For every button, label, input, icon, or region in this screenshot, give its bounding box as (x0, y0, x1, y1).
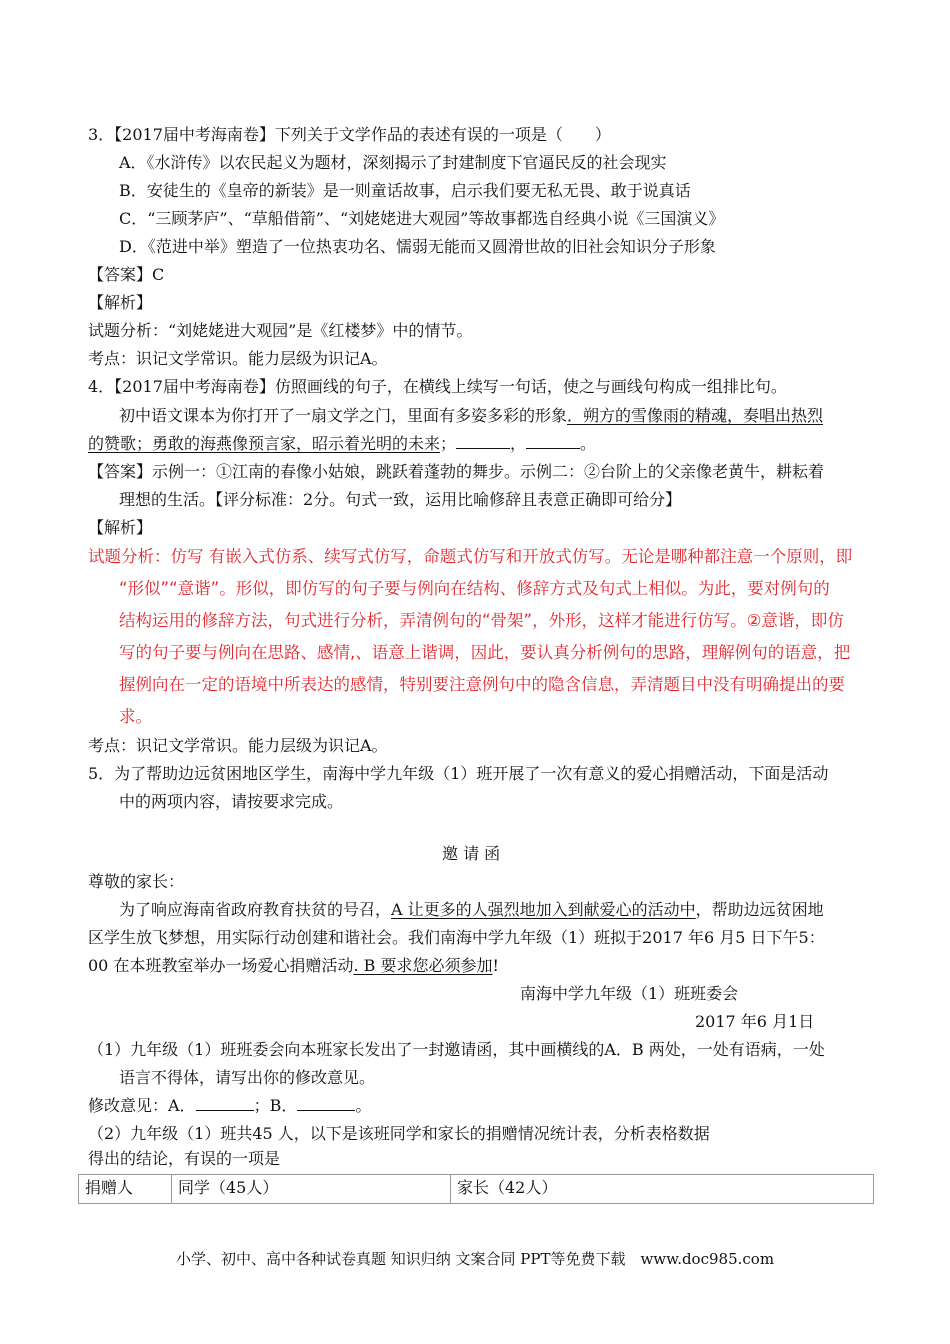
letter-body-line-2: 区学生放飞梦想，用实际行动创建和谐社会。我们南海中学九年级（1）班拟于2017 年6 月5 日下午5： (88, 928, 825, 947)
table-header-parents: 家长（42人） (451, 1175, 874, 1204)
q3-option-b: B．安徒生的《皇帝的新装》是一则童话故事，启示我们要无私无畏、敢于说真话 (119, 181, 691, 200)
q4-analysis-line-1: 试题分析：仿写 有嵌入式仿系、续写式仿写，命题式仿写和开放式仿写。无论是哪种都注意一个原则，即 (88, 547, 853, 566)
q4-blank-1[interactable] (456, 433, 510, 449)
q4-answer-line-2: 理想的生活。【评分标准：2分。句式一致，运用比喻修辞且表意正确即可给分】 (119, 490, 682, 509)
revise-end: 。 (355, 1096, 372, 1115)
q3-analysis-label: 【解析】 (88, 293, 153, 312)
q3-stem: 3．【2017届中考海南卷】下列关于文学作品的表述有误的一项是（ ） (88, 125, 611, 144)
q4-analysis-line-6: 求。 (119, 707, 152, 726)
table-row (79, 1175, 874, 1204)
revise-blank-a[interactable] (196, 1095, 254, 1111)
q4-stem: 4．【2017届中考海南卷】仿照画线的句子，在横线上续写一句话，使之与画线句构成一组排比句。 (88, 377, 787, 396)
donation-table (78, 1174, 874, 1204)
q5-sub1-line-1: （1）九年级（1）班班委会向本班家长发出了一封邀请函，其中画横线的A．B 两处，一处有语病，一处 (88, 1040, 825, 1059)
q3-option-d: D．《范进中举》塑造了一位热衷功名、懦弱无能而又圆滑世故的旧社会知识分子形象 (119, 237, 716, 256)
q4-underlined-sentence-1: ．朔方的雪像雨的精魂，奏唱出热烈 (567, 406, 824, 425)
q5-sub1-line-2: 语言不得体，请写出你的修改意见。 (119, 1068, 376, 1087)
letter-body-text: ，帮助边远贫困地 (695, 900, 824, 919)
letter-body-text: ! (492, 956, 499, 975)
letter-date: 2017 年6 月1日 (695, 1012, 815, 1031)
letter-body-line-3 (88, 955, 499, 977)
q4-text-line-2 (88, 433, 596, 455)
q5-sub2-line-2: 得出的结论，有误的一项是 (88, 1149, 281, 1168)
letter-underline-a: A 让更多的人强烈地加入到献爱心的活动中 (391, 900, 696, 919)
q4-analysis-line-3: 结构运用的修辞方法，句式进行分析，弄清例句的“骨架”，外形，这样才能进行仿写。②意谐，即仿 (119, 611, 844, 630)
table-header-donor: 捐赠人 (79, 1175, 172, 1204)
q4-answer-line-1: 【答案】示例一：①江南的春像小姑娘，跳跃着蓬勃的舞步。示例二：②台阶上的父亲像老黄牛，耕耘着 (88, 462, 825, 481)
letter-salutation: 尊敬的家长： (88, 872, 185, 891)
page-footer: 小学、初中、高中各种试卷真题 知识归纳 文案合同 PPT等免费下载 www.doc985.com (175, 1250, 775, 1268)
revise-label: 修改意见：A． (88, 1096, 196, 1115)
q5-stem-line-2: 中的两项内容，请按要求完成。 (119, 792, 344, 811)
revise-blank-b[interactable] (297, 1095, 355, 1111)
q3-option-c: C．“三顾茅庐”、“草船借箭”、“刘姥姥进大观园”等故事都选自经典小说《三国演义》 (119, 209, 725, 228)
q4-text-intro: 初中语文课本为你打开了一扇文学之门，里面有多姿多彩的形象 (119, 406, 568, 425)
q3-answer: 【答案】C (88, 265, 165, 284)
q4-analysis-label: 【解析】 (88, 518, 153, 537)
q5-revise-line (88, 1095, 371, 1117)
q3-point: 考点：识记文学常识。能力层级为识记A。 (88, 349, 388, 368)
q4-underlined-sentence-2: 的赞歌；勇敢的海燕像预言家，昭示着光明的未来 (88, 434, 441, 453)
letter-title: 邀 请 函 (442, 844, 501, 863)
letter-signature: 南海中学九年级（1）班班委会 (520, 984, 739, 1003)
q4-comma: ， (510, 434, 527, 453)
q4-analysis-line-4: 写的句子要与例向在思路、感情,、语意上谐调，因此，要认真分析例句的思路，理解例句的语意，把 (119, 643, 851, 662)
q3-analysis: 试题分析：“刘姥姥进大观园”是《红楼梦》中的情节。 (88, 321, 473, 340)
letter-body-line-1 (119, 899, 824, 921)
q5-sub2-line-1: （2）九年级（1）班共45 人，以下是该班同学和家长的捐赠情况统计表，分析表格数据 (88, 1124, 710, 1143)
q4-point: 考点：识记文学常识。能力层级为识记A。 (88, 736, 388, 755)
letter-body-text: 为了响应海南省政府教育扶贫的号召， (119, 900, 392, 919)
table-header-students: 同学（45人） (172, 1175, 451, 1204)
q5-stem-line-1: 5．为了帮助边远贫困地区学生，南海中学九年级（1）班开展了一次有意义的爱心捐赠活动，下面是活动 (88, 764, 829, 783)
q4-text-line-1 (119, 405, 823, 427)
q4-blank-2[interactable] (526, 433, 580, 449)
q4-separator: ； (440, 434, 457, 453)
revise-mid: ；B． (253, 1096, 298, 1115)
q4-analysis-line-5: 握例向在一定的语境中所表达的感情，特别要注意例句中的隐含信息，弄清题目中没有明确提出的要 (119, 675, 845, 694)
q4-period: 。 (580, 434, 597, 453)
q4-analysis-line-2: “形似”“意谐”。形似，即仿写的句子要与例向在结构、修辞方式及句式上相似。为此，要对例句的 (119, 579, 830, 598)
letter-underline-b: . B 要求您必须参加 (353, 956, 493, 975)
letter-body-text: 00 在本班教室举办一场爱心捐赠活动 (88, 956, 354, 975)
q3-option-a: A．《水浒传》以农民起义为题材，深刻揭示了封建制度下官逼民反的社会现实 (119, 153, 667, 172)
